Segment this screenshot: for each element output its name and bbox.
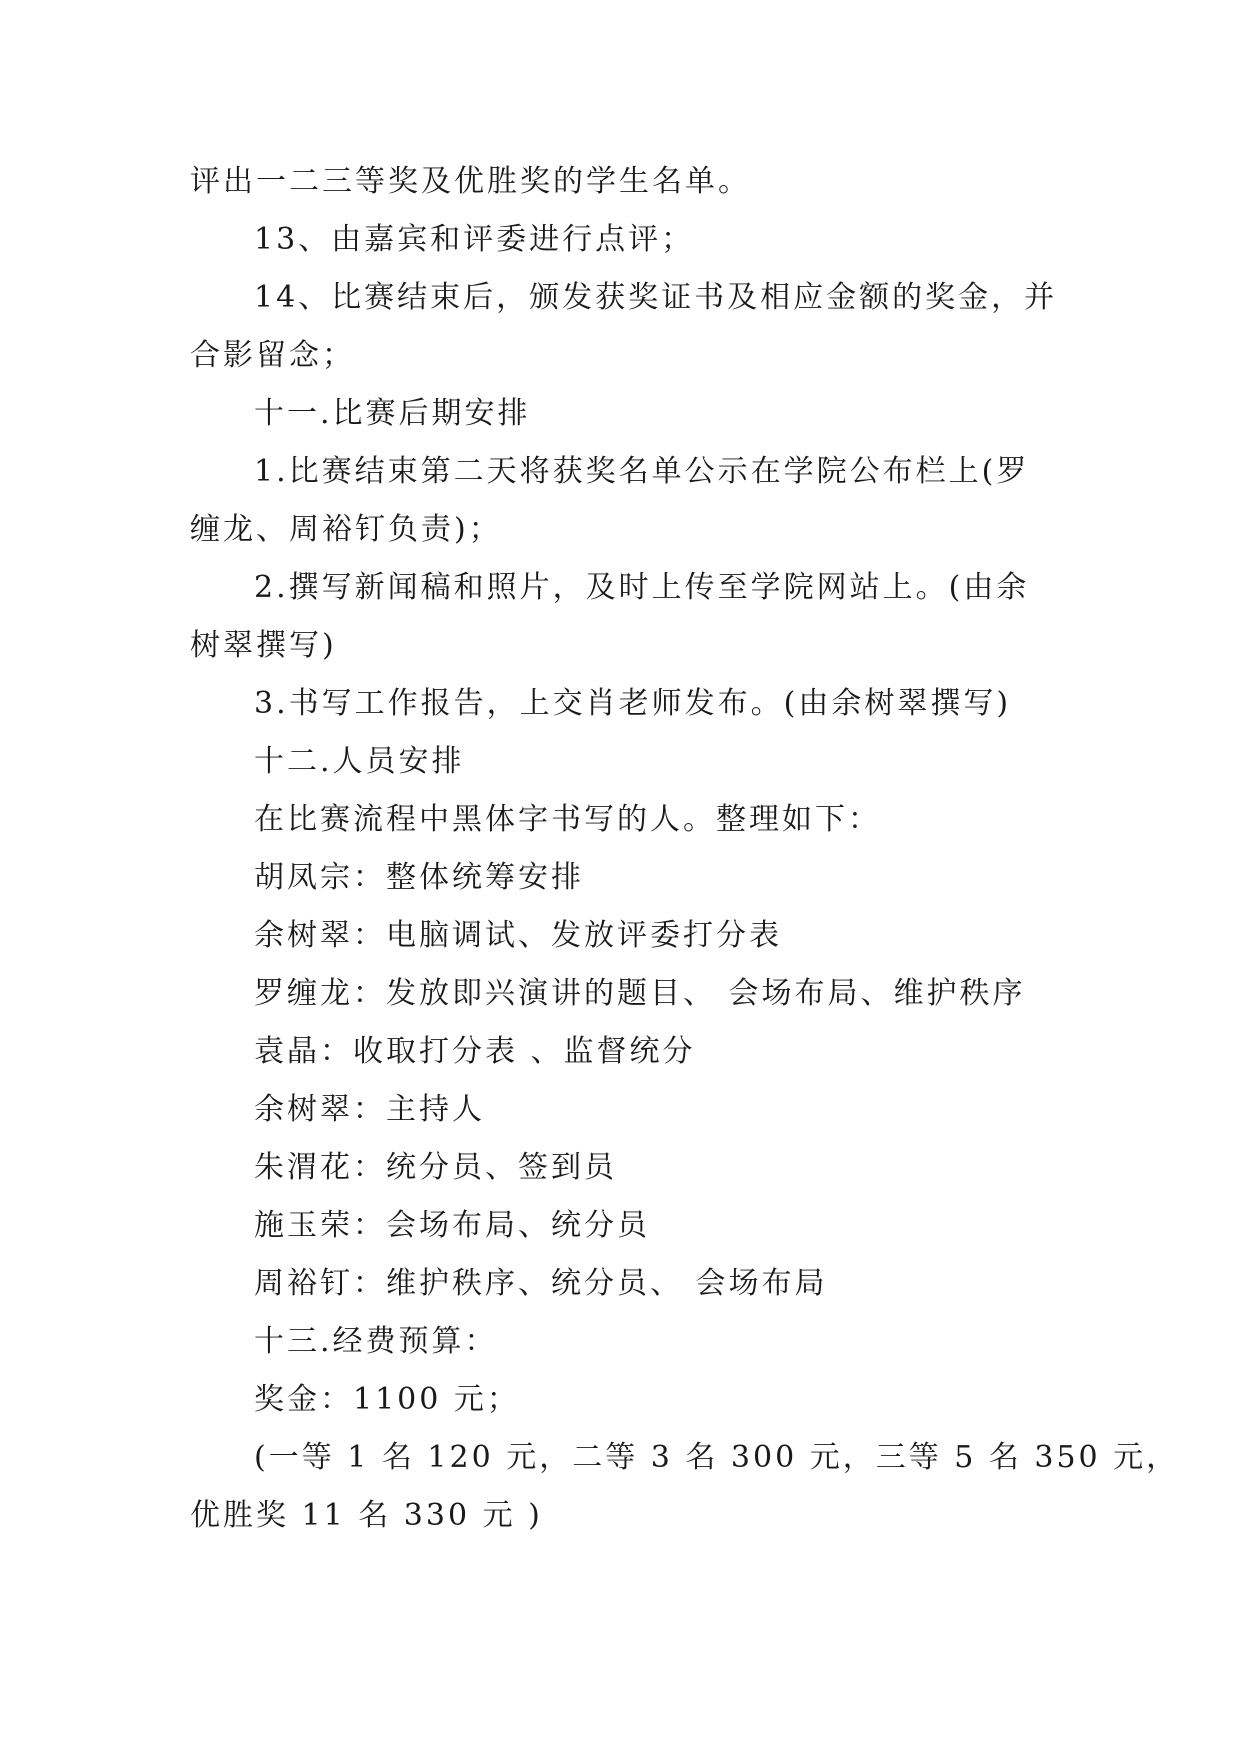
section-heading-12: 十二.人员安排 — [254, 744, 465, 779]
section-heading-11: 十一.比赛后期安排 — [254, 396, 531, 431]
text-line-2: 13、由嘉宾和评委进行点评； — [254, 222, 695, 257]
staff-line-8: 周裕钉：维护秩序、统分员、 会场布局 — [254, 1266, 828, 1301]
text-line-3: 14、比赛结束后，颁发获奖证书及相应金额的奖金，并 — [254, 280, 1058, 315]
staff-line-5: 余树翠：主持人 — [254, 1092, 485, 1127]
staff-line-2: 余树翠：电脑调试、发放评委打分表 — [254, 918, 782, 953]
staff-line-4: 袁晶：收取打分表 、监督统分 — [254, 1034, 696, 1069]
text-line-7: 缠龙、周裕钉负责)； — [190, 512, 502, 547]
section-heading-13: 十三.经费预算： — [254, 1324, 498, 1359]
staff-line-6: 朱渭花：统分员、签到员 — [254, 1150, 617, 1185]
budget-breakdown-1: (一等 1 名 120 元，二等 3 名 300 元，三等 5 名 350 元， — [254, 1440, 1180, 1475]
budget-breakdown-2: 优胜奖 11 名 330 元 ) — [190, 1498, 543, 1533]
text-line-10: 3.书写工作报告，上交肖老师发布。(由余树翠撰写) — [254, 686, 1012, 721]
staff-line-7: 施玉荣：会场布局、统分员 — [254, 1208, 650, 1243]
text-line-9: 树翠撰写) — [190, 628, 337, 663]
text-line-1: 评出一二三等奖及优胜奖的学生名单。 — [190, 164, 751, 199]
text-line-4: 合影留念； — [190, 338, 355, 373]
text-line-12: 在比赛流程中黑体字书写的人。整理如下： — [254, 802, 881, 837]
staff-line-1: 胡凤宗：整体统筹安排 — [254, 860, 584, 895]
budget-total: 奖金：1100 元； — [254, 1382, 520, 1417]
text-line-6: 1.比赛结束第二天将获奖名单公示在学院公布栏上(罗 — [254, 454, 1030, 489]
text-line-8: 2.撰写新闻稿和照片，及时上传至学院网站上。(由余 — [254, 570, 1030, 605]
staff-line-3: 罗缠龙：发放即兴演讲的题目、 会场布局、维护秩序 — [254, 976, 1026, 1011]
